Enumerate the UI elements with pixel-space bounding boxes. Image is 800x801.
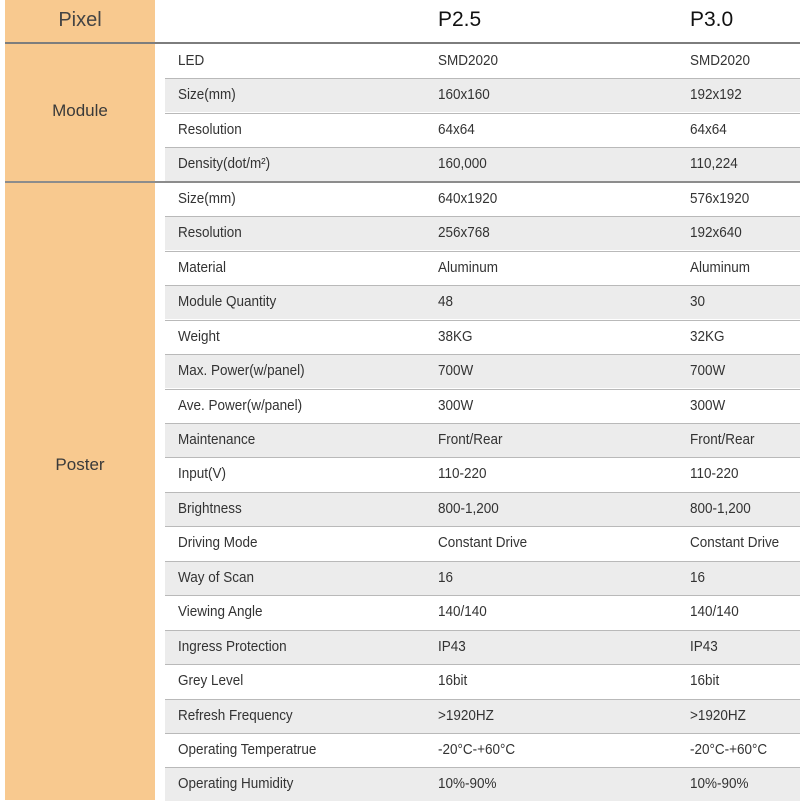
group-label-poster: Poster [55, 455, 105, 474]
spec-label: Operating Humidity [178, 776, 294, 793]
table-row [165, 561, 800, 595]
spec-value-p25: 640x1920 [438, 190, 498, 207]
table-row [165, 78, 800, 112]
spec-label: Size(mm) [178, 87, 236, 104]
spec-label: Max. Power(w/panel) [178, 363, 305, 380]
spec-value-p30: 16 [690, 569, 706, 586]
table-row [165, 767, 800, 801]
table-row [165, 251, 800, 285]
table-row [165, 733, 800, 767]
spec-value-p25: -20°C-+60°C [438, 742, 516, 758]
spec-value-p30: Front/Rear [690, 431, 755, 448]
spec-value-p25: 16bit [438, 673, 468, 690]
spec-value-p25: >1920HZ [438, 707, 494, 724]
spec-value-p25: 160,000 [438, 156, 487, 173]
row-divider [165, 354, 800, 355]
spec-label: Maintenance [178, 431, 256, 448]
spec-value-p25: 140/140 [438, 604, 487, 621]
table-row [165, 526, 800, 560]
spec-value-p25: 300W [438, 397, 474, 414]
row-divider [165, 423, 800, 424]
spec-label: Way of Scan [178, 569, 254, 586]
spec-value-p25: Aluminum [438, 259, 498, 276]
row-divider [165, 457, 800, 458]
spec-value-p25: 16 [438, 569, 454, 586]
spec-label: Refresh Frequency [178, 707, 293, 724]
spec-value-p25: SMD2020 [438, 53, 498, 69]
row-divider [165, 767, 800, 768]
row-divider [165, 78, 800, 79]
spec-label: Resolution [178, 121, 242, 138]
spec-value-p25: 38KG [438, 328, 473, 345]
spec-value-p30: 16bit [690, 673, 720, 690]
spec-value-p30: 30 [690, 294, 706, 311]
spec-value-p25: 10%-90% [438, 776, 497, 793]
table-row [165, 630, 800, 664]
spec-label: Input(V) [178, 466, 226, 483]
table-row [165, 147, 800, 181]
spec-value-p30: SMD2020 [690, 53, 750, 69]
group-label-module: Module [52, 101, 108, 120]
spec-value-p30: 300W [690, 397, 726, 414]
row-divider [165, 389, 800, 390]
row-divider [165, 113, 800, 114]
row-divider [165, 216, 800, 217]
spec-value-p30: 192x192 [690, 87, 742, 104]
spec-value-p25: Constant Drive [438, 535, 528, 552]
table-row [165, 664, 800, 698]
spec-value-p25: 64x64 [438, 121, 475, 138]
spec-value-p30: 64x64 [690, 121, 727, 138]
spec-value-p30: Aluminum [690, 259, 750, 276]
spec-value-p30: 800-1,200 [690, 500, 751, 517]
spec-value-p25: 256x768 [438, 225, 490, 242]
row-divider [165, 595, 800, 596]
spec-value-p30: 110,224 [690, 156, 738, 173]
table-row [165, 423, 800, 457]
spec-label: Operating Temperatrue [178, 742, 317, 758]
spec-label: Ave. Power(w/panel) [178, 397, 303, 414]
spec-value-p30: >1920HZ [690, 707, 746, 724]
row-divider [165, 320, 800, 321]
row-divider [165, 492, 800, 493]
table-row [165, 389, 800, 423]
spec-value-p25: Front/Rear [438, 431, 503, 448]
table-row [165, 457, 800, 491]
spec-value-p25: 160x160 [438, 87, 490, 104]
spec-value-p30: 576x1920 [690, 190, 750, 207]
spec-value-p25: 48 [438, 294, 454, 311]
spec-label: Weight [178, 328, 220, 345]
spec-value-p30: 192x640 [690, 225, 742, 242]
model-header-p25: P2.5 [438, 8, 482, 31]
pixel-header-label: Pixel [58, 9, 102, 31]
row-divider [165, 251, 800, 252]
spec-value-p30: 700W [690, 363, 726, 380]
spec-label: Density(dot/m²) [178, 156, 271, 173]
spec-value-p25: 110-220 [438, 466, 487, 483]
spec-value-p25: 800-1,200 [438, 500, 499, 517]
row-divider [165, 561, 800, 562]
spec-value-p30: 110-220 [690, 466, 739, 483]
spec-label: Viewing Angle [178, 604, 263, 621]
row-divider [165, 664, 800, 665]
table-row [165, 216, 800, 250]
table-row [165, 182, 800, 216]
table-row [165, 113, 800, 147]
spec-value-p30: 140/140 [690, 604, 739, 621]
row-divider [165, 526, 800, 527]
row-divider [165, 733, 800, 734]
spec-value-p30: 32KG [690, 328, 725, 345]
table-row [165, 44, 800, 78]
table-row [165, 320, 800, 354]
spec-value-p30: Constant Drive [690, 535, 780, 552]
spec-value-p25: 700W [438, 363, 474, 380]
model-header-p30: P3.0 [690, 8, 734, 31]
row-divider [165, 147, 800, 148]
spec-label: Material [178, 259, 226, 276]
table-row [165, 285, 800, 319]
spec-label: LED [178, 53, 205, 69]
spec-value-p30: 10%-90% [690, 776, 749, 793]
row-divider [165, 285, 800, 286]
row-divider [165, 699, 800, 700]
row-divider [165, 630, 800, 631]
spec-label: Module Quantity [178, 294, 277, 311]
table-row [165, 354, 800, 388]
table-row [165, 595, 800, 629]
spec-value-p25: IP43 [438, 638, 466, 655]
spec-value-p30: -20°C-+60°C [690, 742, 768, 758]
spec-label: Grey Level [178, 673, 244, 690]
table-row [165, 492, 800, 526]
spec-label: Brightness [178, 500, 242, 517]
spec-value-p30: IP43 [690, 638, 718, 655]
spec-label: Ingress Protection [178, 638, 287, 655]
table-row [165, 699, 800, 733]
spec-label: Driving Mode [178, 535, 258, 552]
spec-label: Resolution [178, 225, 242, 242]
spec-label: Size(mm) [178, 190, 236, 207]
